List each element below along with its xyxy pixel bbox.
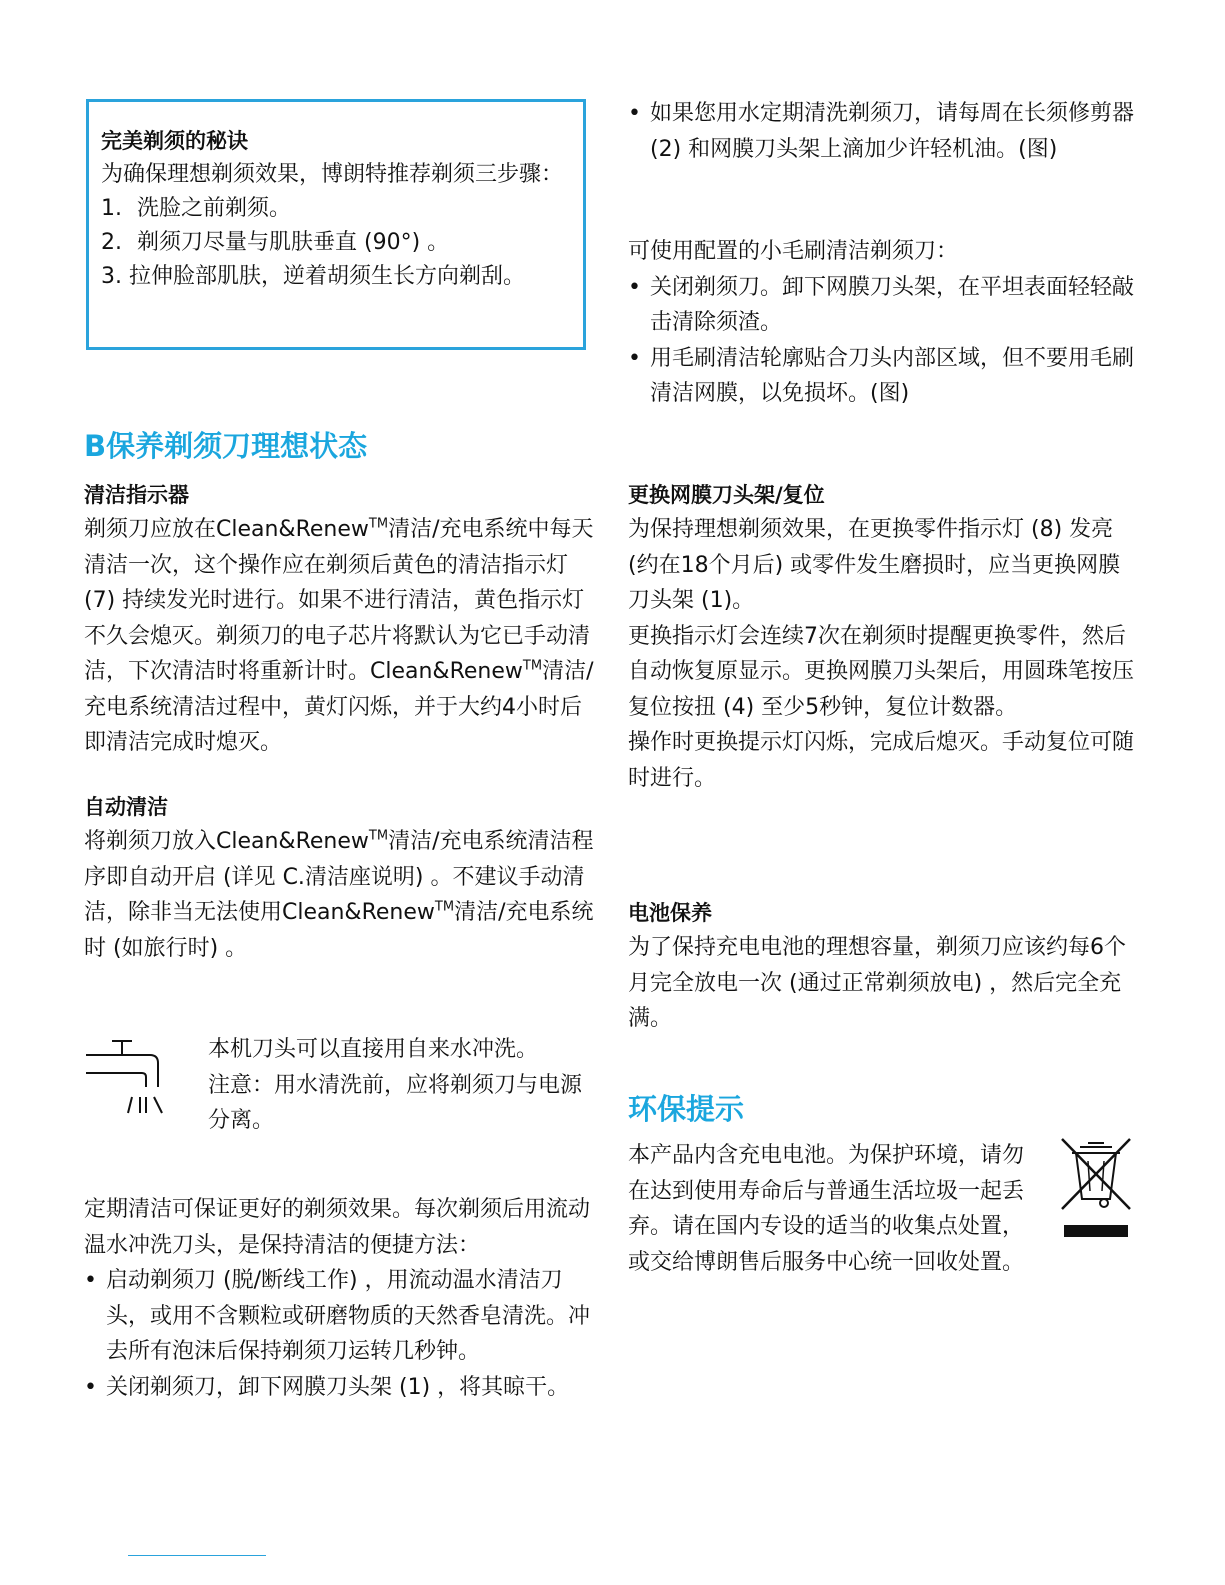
battery-text: 为了保持充电电池的理想容量，剃须刀应该约每6个月完全放电一次 (通过正常剃须放电) ，然后完全充满。 <box>628 935 1126 1031</box>
replace-text-3: 操作时更换提示灯闪烁，完成后熄灭。手动复位可随时进行。 <box>628 730 1135 791</box>
oil-section <box>628 96 1140 167</box>
regular-cleaning-text: 定期清洁可保证更好的剃须效果。每次剃须后用流动温水冲洗刀头，是保持清洁的便捷方法： <box>84 1197 591 1258</box>
replace-section <box>628 478 1140 796</box>
replace-heading: 更换网膜刀头架/复位 <box>628 483 825 507</box>
battery-section <box>628 896 1140 1037</box>
regular-bullet-1: • 启动剃须刀 (脱/断线工作) ，用流动温水清洁刀头，或用不含颗粒或研磨物质的天然香皂清洗。冲去所有泡沫后保持剃须刀运转几秒钟。 <box>84 1263 594 1370</box>
crossed-out-bin-icon <box>1058 1135 1134 1241</box>
rinse-note-line2: 注意：用水清洗前，应将剃须刀与电源分离。 <box>208 1072 583 1133</box>
oil-bullet: • 如果您用水定期清洗剃须刀，请每周在长须修剪器 (2) 和网膜刀头架上滴加少许轻机油。(图) <box>628 96 1140 167</box>
faucet-icon <box>84 1035 174 1121</box>
tip-step-1: 1. 洗脸之前剃须。 <box>101 196 292 221</box>
eco-text: 本产品内含充电电池。为保护环境，请勿在达到使用寿命后与普通生活垃圾一起丢弃。请在国内专设的适当的收集点处置，或交给博朗售后服务中心统一回收处置。 <box>628 1143 1025 1275</box>
replace-text-2: 更换指示灯会连续7次在剃须时提醒更换零件，然后自动恢复原显示。更换网膜刀头架后，用圆珠笔按压复位按扭 (4) 至少5秒钟，复位计数器。 <box>628 623 1135 720</box>
battery-heading: 电池保养 <box>628 901 712 925</box>
eco-title: 环保提示 <box>628 1092 745 1126</box>
brush-bullet-1: • 关闭剃须刀。卸下网膜刀头架，在平坦表面轻轻敲击清除须渣。 <box>628 270 1140 341</box>
section-b-title: B保养剃须刀理想状态 <box>84 429 368 463</box>
cleaning-indicator-section <box>84 478 594 761</box>
regular-cleaning-section <box>84 1192 594 1405</box>
tip-title: 完美剃须的秘诀 <box>101 129 248 153</box>
cleaning-indicator-text: 剃须刀应放在Clean&Renew™清洁/充电系统中每天清洁一次，这个操作应在剃须后黄色的清洁指示灯 (7) 持续发光时进行。如果不进行清洁，黄色指示灯不久会熄灭。剃须刀的电子芯片将默认为它已手动清洁，下次清洁时将重新计时。Clean&Renew™清洁/充电系统清洁过程中，黄灯闪烁，并于大约4小时后即清洁完成时熄灭。 <box>84 516 594 755</box>
brush-intro: 可使用配置的小毛刷清洁剃须刀： <box>628 239 959 264</box>
tip-intro: 为确保理想剃须效果，博朗特推荐剃须三步骤： <box>101 162 564 187</box>
tip-box <box>86 99 586 350</box>
auto-clean-text: 将剃须刀放入Clean&Renew™清洁/充电系统清洁程序即自动开启 (详见 C.清洁座说明) 。不建议手动清洁，除非当无法使用Clean&Renew™清洁/充电系统 时 (如旅行时) 。 <box>84 828 594 961</box>
tip-step-3: 3. 拉伸脸部肌肤，逆着胡须生长方向剃刮。 <box>101 264 526 289</box>
cleaning-indicator-heading: 清洁指示器 <box>84 483 189 507</box>
tip-step-2: 2. 剃须刀尽量与肌肤垂直 (90°) 。 <box>101 230 450 255</box>
brush-bullet-2: • 用毛刷清洁轮廓贴合刀头内部区域，但不要用毛刷清洁网膜，以免损坏。(图) <box>628 341 1140 412</box>
rinse-note <box>208 1032 594 1139</box>
rinse-note-line1: 本机刀头可以直接用自来水冲洗。 <box>208 1037 539 1062</box>
footer-rule <box>128 1555 266 1556</box>
regular-bullet-2: • 关闭剃须刀，卸下网膜刀头架 (1) ，将其晾干。 <box>84 1370 594 1406</box>
auto-clean-section <box>84 790 594 966</box>
eco-section <box>628 1138 1028 1280</box>
replace-text-1: 为保持理想剃须效果，在更换零件指示灯 (8) 发亮 (约在18个月后) 或零件发生磨损时，应当更换网膜刀头架 (1)。 <box>628 517 1121 613</box>
brush-section <box>628 234 1140 412</box>
auto-clean-heading: 自动清洁 <box>84 795 168 819</box>
